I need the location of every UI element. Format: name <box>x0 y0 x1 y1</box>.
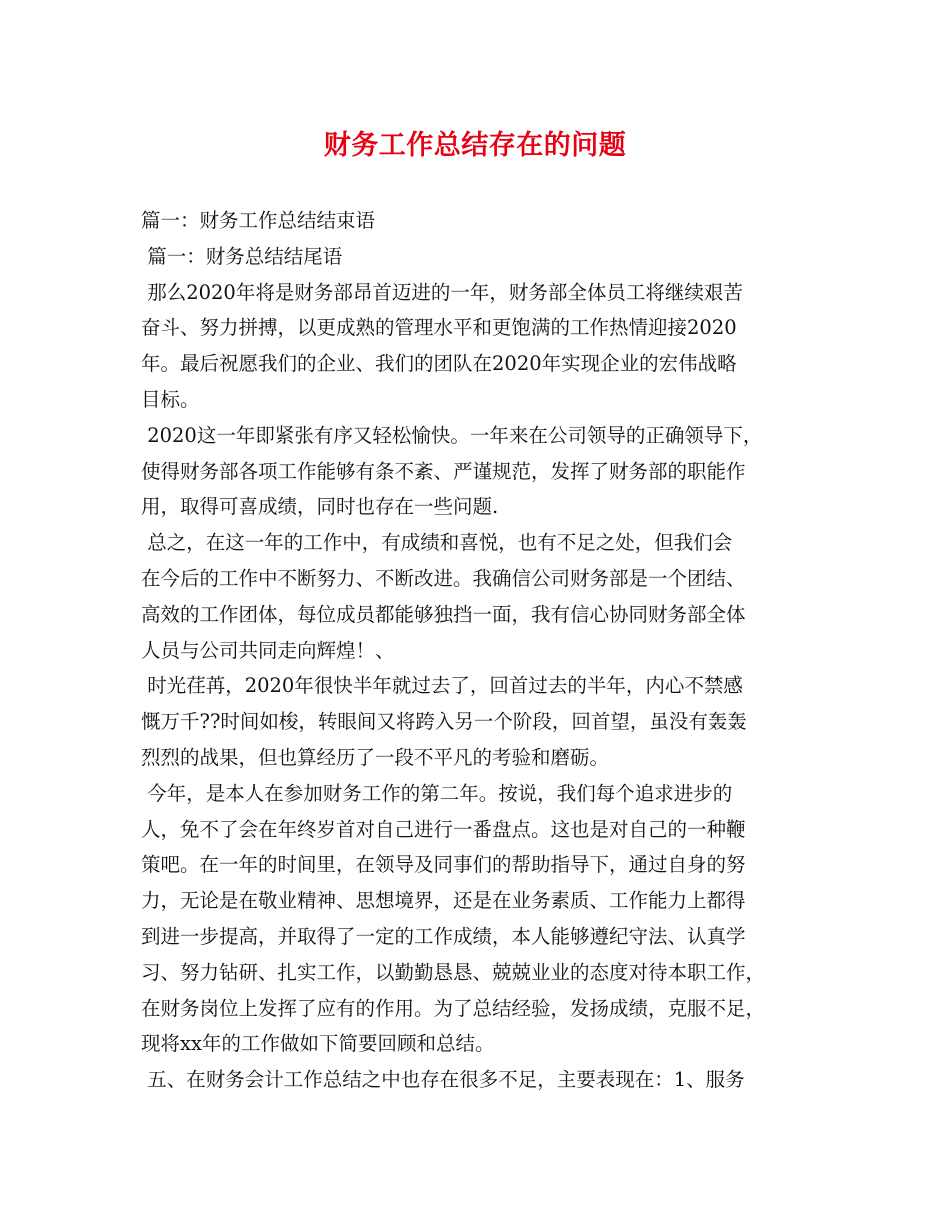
text-line: 在今后的工作中不断努力、不断改进。我确信公司财务部是一个团结、 <box>141 566 746 590</box>
text-line: 目标。 <box>141 387 200 411</box>
text-line: 五、在财务会计工作总结之中也存在很多不足，主要表现在：1、服务 <box>141 1068 745 1092</box>
text-line: 总之，在这一年的工作中，有成绩和喜悦，也有不足之处，但我们会 <box>141 531 733 555</box>
text-line: 习、努力钻研、扎实工作，以勤勤恳恳、兢兢业业的态度对待本职工作， <box>141 960 766 984</box>
text-line: 在财务岗位上发挥了应有的作用。为了总结经验，发扬成绩，克服不足， <box>141 996 766 1020</box>
document-title: 财务工作总结存在的问题 <box>323 130 627 161</box>
text-line: 现将xx年的工作做如下简要回顾和总结。 <box>141 1032 495 1056</box>
text-line: 使得财务部各项工作能够有条不紊、严谨规范，发挥了财务部的职能作 <box>141 459 746 483</box>
text-line: 慨万千??时间如梭，转眼间又将跨入另一个阶段，回首望，虽没有轰轰 <box>141 710 747 734</box>
text-line: 力，无论是在敬业精神、思想境界，还是在业务素质、工作能力上都得 <box>141 889 746 913</box>
text-line: 今年，是本人在参加财务工作的第二年。按说，我们每个追求进步的 <box>141 781 733 805</box>
text-line: 烈烈的战果，但也算经历了一段不平凡的考验和磨砺。 <box>141 745 610 769</box>
text-line: 到进一步提高，并取得了一定的工作成绩，本人能够遵纪守法、认真学 <box>141 924 746 948</box>
text-line: 高效的工作团体，每位成员都能够独挡一面，我有信心协同财务部全体 <box>141 602 746 626</box>
text-line: 用，取得可喜成绩，同时也存在一些问题. <box>141 495 499 519</box>
text-line: 人员与公司共同走向辉煌！、 <box>141 638 395 662</box>
text-line: 策吧。在一年的时间里，在领导及同事们的帮助指导下，通过自身的努 <box>141 853 746 877</box>
text-line: 人，免不了会在年终岁首对自己进行一番盘点。这也是对自己的一种鞭 <box>141 817 746 841</box>
text-line: 篇一：财务工作总结结束语 <box>141 209 376 232</box>
text-line: 那么2020年将是财务部昂首迈进的一年，财务部全体员工将继续艰苦 <box>141 280 743 304</box>
text-line: 篇一：财务总结结尾语 <box>141 244 343 268</box>
text-line: 2020这一年即紧张有序又轻松愉快。一年来在公司领导的正确领导下， <box>141 423 763 447</box>
text-line: 时光荏苒，2020年很快半年就过去了，回首过去的半年，内心不禁感 <box>141 674 743 698</box>
text-line: 年。最后祝愿我们的企业、我们的团队在2020年实现企业的宏伟战略 <box>141 352 737 376</box>
document-body <box>141 203 829 1098</box>
text-line: 奋斗、努力拼搏，以更成熟的管理水平和更饱满的工作热情迎接2020 <box>141 316 737 340</box>
